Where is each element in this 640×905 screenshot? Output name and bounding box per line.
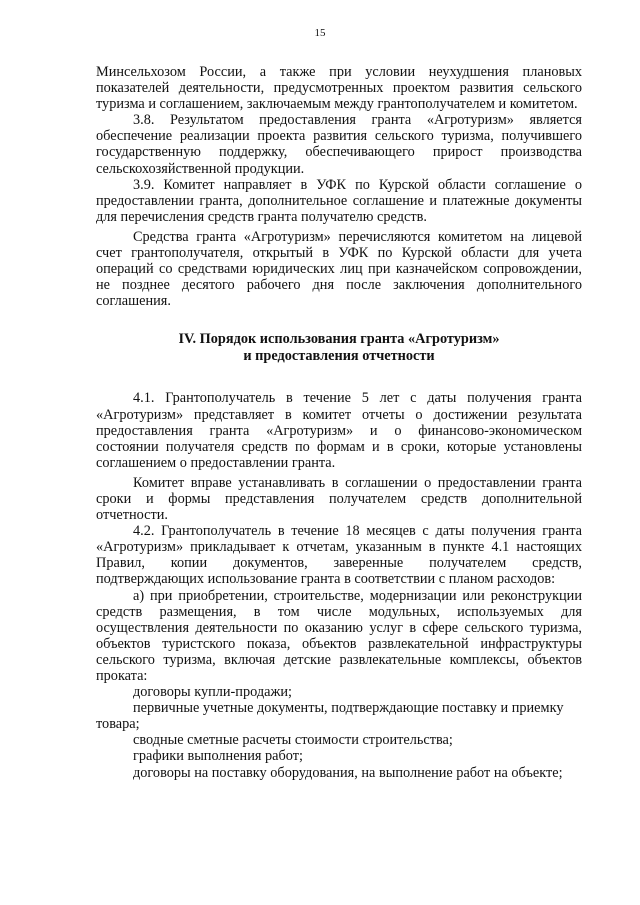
section-heading bbox=[96, 331, 582, 365]
paragraph-item-a: а) при приобретении, строительстве, модернизации или реконструкции средств размещения, в том числе модульных, используемых для осуществления деятельности по оказанию услуг в сфере сельского туризма, объектов туристского показа, объектов развлекательной инфраструктуры сельского туризма, включая детские развлекательные комплексы, объектов проката: bbox=[96, 587, 582, 684]
paragraph-committee-right: Комитет вправе устанавливать в соглашении о предоставлении гранта сроки и формы представления получателем средств дополнительной отчетности. bbox=[96, 474, 582, 524]
paragraph-4-2: 4.2. Грантополучатель в течение 18 месяцев с даты получения гранта «Агротуризм» прикладывает к отчетам, указанным в пункте 4.1 настоящих Правил, копии документов, заверенные получателем средств, подтверждающих использование гранта в соответствии с планом расходов: bbox=[96, 523, 582, 588]
paragraph-grant-funds: Средства гранта «Агротуризм» перечисляются комитетом на лицевой счет грантополучателя, открытый в УФК по Курской области для учета операций со средствами юридических лиц при казначейском сопровождении, не позднее десятого рабочего дня после заключения дополнительного соглашения. bbox=[96, 228, 582, 310]
paragraph-4-1: 4.1. Грантополучатель в течение 5 лет с даты получения гранта «Агротуризм» представляет в комитет отчеты о достижении результата предоставления гранта «Агротуризм» и о финансово-экономическом состоянии получателя средств по формам и в сроки, которые установлены соглашением о предоставлении гранта. bbox=[96, 390, 582, 471]
list-item: первичные учетные документы, подтверждающие поставку и приемку товара; bbox=[96, 700, 564, 733]
list-item: сводные сметные расчеты стоимости строительства; bbox=[133, 732, 453, 749]
section-heading-line-2: и предоставления отчетности bbox=[243, 348, 435, 365]
paragraph-3-8: 3.8. Результатом предоставления гранта «Агротуризм» является обеспечение реализации проекта развития сельского туризма, получившего государственную поддержку, обеспечивающего прирост производства сельскохозяйственной продукции. bbox=[96, 112, 582, 177]
paragraph-continuation: Минсельхозом России, а также при условии неухудшения плановых показателей деятельности, предусмотренных проектом развития сельского туризма и соглашением, заключаемым между грантополучателем и комитетом. bbox=[96, 64, 582, 113]
document-body bbox=[96, 64, 582, 781]
list-item: графики выполнения работ; bbox=[133, 748, 303, 765]
paragraph-3-9: 3.9. Комитет направляет в УФК по Курской области соглашение о предоставлении гранта, дополнительное соглашение и платежные документы для перечисления средств гранта получателю средств. bbox=[96, 176, 582, 225]
page-number: 15 bbox=[314, 27, 326, 39]
section-heading-line-1: IV. Порядок использования гранта «Агротуризм» bbox=[178, 331, 500, 348]
list-item: договоры купли-продажи; bbox=[133, 684, 292, 701]
list-item: договоры на поставку оборудования, на выполнение работ на объекте; bbox=[133, 764, 563, 781]
